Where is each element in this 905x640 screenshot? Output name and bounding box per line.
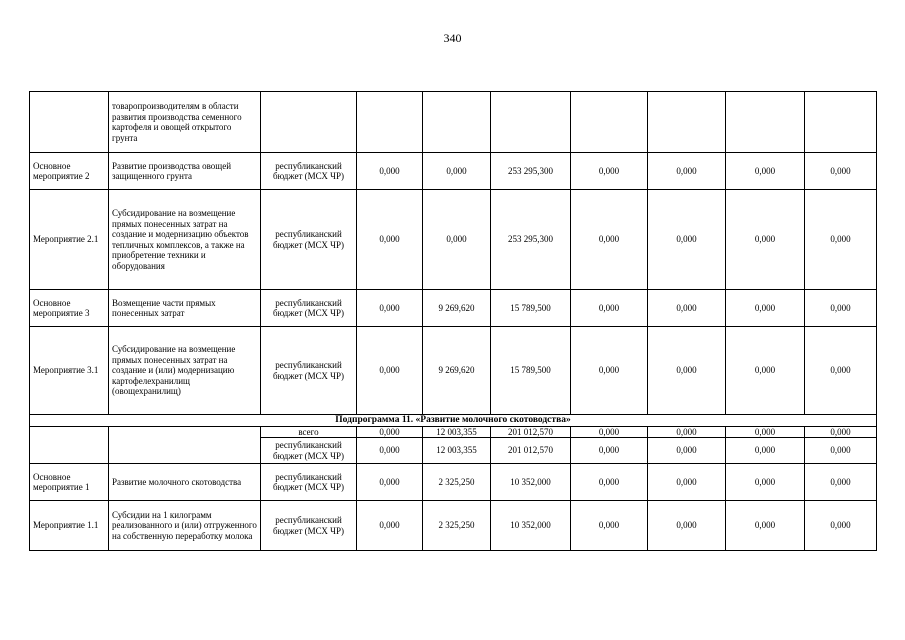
value-cell: 0,000 — [726, 426, 805, 438]
value-cell: 0,000 — [571, 464, 648, 501]
value-cell: 0,000 — [726, 438, 805, 464]
row-label: Основное мероприятие 1 — [30, 464, 109, 501]
table-row — [30, 426, 877, 438]
row-label: Основное мероприятие 3 — [30, 290, 109, 327]
value-cell: 0,000 — [357, 327, 423, 415]
table-row — [30, 290, 877, 327]
value-cell: 253 295,300 — [491, 190, 571, 290]
value-cell: 0,000 — [357, 501, 423, 551]
subprogram-title: Подпрограмма 11. «Развитие молочного скотоводства» — [30, 415, 877, 427]
row-description: Субсидирование на возмещение прямых понесенных затрат на создание и (или) модернизацию картофелехранилищ (овощехранилищ) — [109, 327, 261, 415]
value-cell: 0,000 — [726, 464, 805, 501]
value-cell: 12 003,355 — [423, 438, 491, 464]
value-cell: 15 789,500 — [491, 290, 571, 327]
page-number: 340 — [443, 31, 462, 45]
value-cell: 0,000 — [571, 327, 648, 415]
value-cell: 0,000 — [648, 290, 726, 327]
value-cell: 0,000 — [648, 327, 726, 415]
table-row — [30, 153, 877, 190]
value-cell: 0,000 — [805, 501, 877, 551]
row-description: Развитие производства овощей защищенного грунта — [109, 153, 261, 190]
table-row — [30, 464, 877, 501]
row-label: Основное мероприятие 2 — [30, 153, 109, 190]
value-cell: 0,000 — [648, 501, 726, 551]
value-cell: 15 789,500 — [491, 327, 571, 415]
row-label: Мероприятие 3.1 — [30, 327, 109, 415]
funding-source: республиканский бюджет (МСХ ЧР) — [261, 190, 357, 290]
value-cell: 0,000 — [571, 438, 648, 464]
row-description: Субсидии на 1 килограмм реализованного и (или) отгруженного на собственную переработку молока — [109, 501, 261, 551]
value-cell: 0,000 — [648, 190, 726, 290]
row-description: Субсидирование на возмещение прямых понесенных затрат на создание и модернизацию объектов тепличных комплексов, а также на приобретение техники и оборудования — [109, 190, 261, 290]
funding-source: всего — [261, 426, 357, 438]
value-cell: 0,000 — [357, 426, 423, 438]
value-cell: 0,000 — [805, 290, 877, 327]
value-cell: 0,000 — [423, 153, 491, 190]
funding-source: республиканский бюджет (МСХ ЧР) — [261, 501, 357, 551]
value-cell: 0,000 — [726, 501, 805, 551]
funding-source: республиканский бюджет (МСХ ЧР) — [261, 290, 357, 327]
value-cell: 0,000 — [571, 290, 648, 327]
value-cell: 0,000 — [357, 190, 423, 290]
value-cell: 0,000 — [805, 153, 877, 190]
value-cell — [648, 92, 726, 153]
value-cell: 0,000 — [726, 290, 805, 327]
value-cell: 2 325,250 — [423, 501, 491, 551]
row-label: Мероприятие 2.1 — [30, 190, 109, 290]
value-cell: 201 012,570 — [491, 438, 571, 464]
value-cell: 253 295,300 — [491, 153, 571, 190]
value-cell: 0,000 — [648, 426, 726, 438]
funding-source: республиканский бюджет (МСХ ЧР) — [261, 464, 357, 501]
table-row — [30, 327, 877, 415]
value-cell: 0,000 — [357, 290, 423, 327]
value-cell — [805, 92, 877, 153]
value-cell: 0,000 — [726, 153, 805, 190]
funding-source — [261, 92, 357, 153]
value-cell: 2 325,250 — [423, 464, 491, 501]
value-cell: 0,000 — [805, 438, 877, 464]
value-cell: 0,000 — [357, 153, 423, 190]
value-cell: 0,000 — [571, 501, 648, 551]
row-description: Развитие молочного скотоводства — [109, 464, 261, 501]
value-cell: 9 269,620 — [423, 290, 491, 327]
value-cell: 0,000 — [571, 426, 648, 438]
row-label — [30, 92, 109, 153]
value-cell: 9 269,620 — [423, 327, 491, 415]
row-description: товаропроизводителям в области развития производства семенного картофеля и овощей открытого грунта — [109, 92, 261, 153]
budget-table — [29, 91, 877, 551]
value-cell: 0,000 — [357, 464, 423, 501]
value-cell: 0,000 — [805, 426, 877, 438]
value-cell: 0,000 — [423, 190, 491, 290]
value-cell — [423, 92, 491, 153]
value-cell: 12 003,355 — [423, 426, 491, 438]
value-cell: 0,000 — [726, 327, 805, 415]
row-description: Возмещение части прямых понесенных затрат — [109, 290, 261, 327]
value-cell — [571, 92, 648, 153]
value-cell: 0,000 — [805, 327, 877, 415]
value-cell: 0,000 — [648, 438, 726, 464]
value-cell: 0,000 — [805, 190, 877, 290]
value-cell — [726, 92, 805, 153]
value-cell: 10 352,000 — [491, 501, 571, 551]
value-cell: 201 012,570 — [491, 426, 571, 438]
value-cell: 0,000 — [648, 153, 726, 190]
value-cell: 0,000 — [357, 438, 423, 464]
value-cell: 0,000 — [805, 464, 877, 501]
row-label — [30, 426, 109, 464]
funding-source: республиканский бюджет (МСХ ЧР) — [261, 327, 357, 415]
value-cell — [491, 92, 571, 153]
funding-source: республиканский бюджет (МСХ ЧР) — [261, 153, 357, 190]
value-cell: 0,000 — [726, 190, 805, 290]
table-row — [30, 501, 877, 551]
funding-source: республиканский бюджет (МСХ ЧР) — [261, 438, 357, 464]
subprogram-header-row — [30, 415, 877, 427]
table-row — [30, 190, 877, 290]
table-row — [30, 92, 877, 153]
value-cell: 0,000 — [648, 464, 726, 501]
value-cell: 0,000 — [571, 190, 648, 290]
value-cell — [357, 92, 423, 153]
value-cell: 0,000 — [571, 153, 648, 190]
row-label: Мероприятие 1.1 — [30, 501, 109, 551]
row-description — [109, 426, 261, 464]
value-cell: 10 352,000 — [491, 464, 571, 501]
